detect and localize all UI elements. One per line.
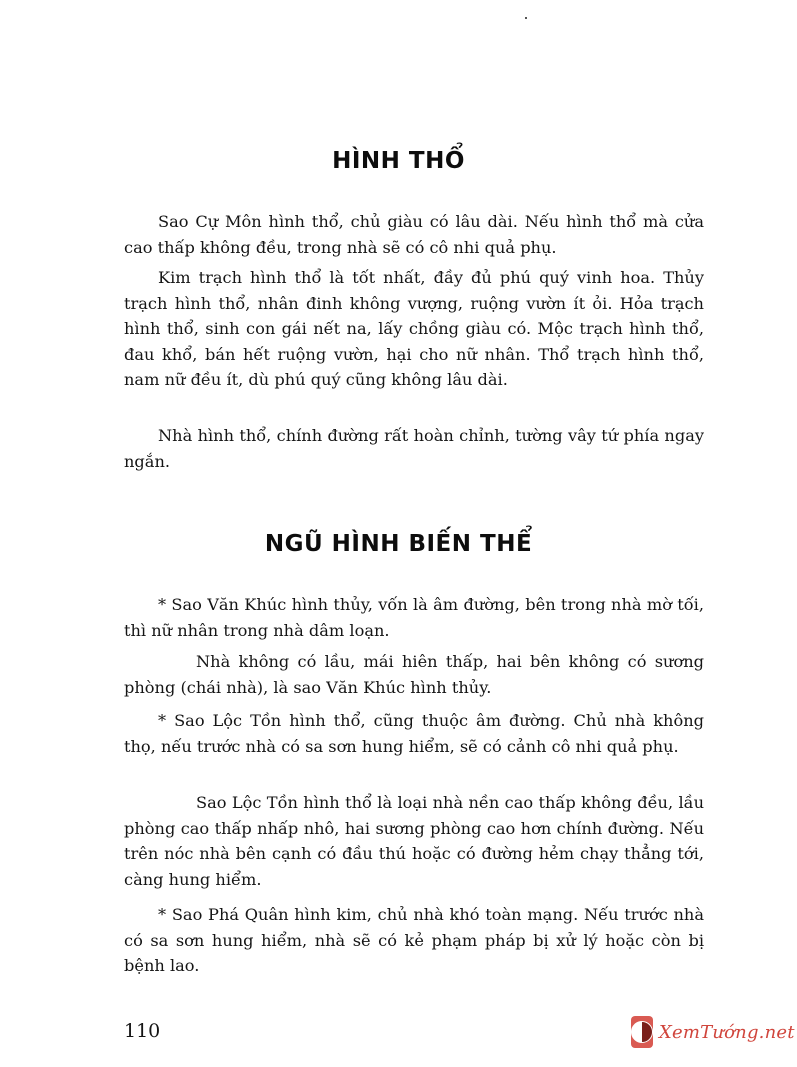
- watermark-text: XemTướng.net: [659, 1021, 795, 1043]
- scan-speck: [525, 17, 527, 19]
- paragraph: * Sao Lộc Tồn hình thổ, cũng thuộc âm đường. Chủ nhà không thọ, nếu trước nhà có sa sơn hung hiểm, sẽ có cảnh cô nhi quả phụ.: [124, 711, 704, 756]
- section-title-ngu-hinh-bien-the: NGŨ HÌNH BIẾN THỂ: [264, 531, 533, 557]
- paragraph: Sao Lộc Tồn hình thổ là loại nhà nền cao thấp không đều, lầu phòng cao thấp nhấp nhô, hai sương phòng cao hơn chính đường. Nếu trên nóc nhà bên cạnh có đầu thú hoặc có đường hẻm chạy thẳng tới, càng hung hiểm.: [124, 793, 704, 889]
- section-title-hinh-tho: HÌNH THỔ: [332, 148, 465, 174]
- watermark: [631, 1014, 795, 1050]
- yin-yang-logo-icon: [631, 1016, 653, 1048]
- paragraph: * Sao Phá Quân hình kim, chủ nhà khó toàn mạng. Nếu trước nhà có sa sơn hung hiểm, nhà sẽ có kẻ phạm pháp bị xử lý hoặc còn bị bệnh lao.: [124, 905, 704, 975]
- paragraph: Kim trạch hình thổ là tốt nhất, đầy đủ phú quý vinh hoa. Thủy trạch hình thổ, nhân đinh không vượng, ruộng vườn ít ỏi. Hỏa trạch hình thổ, sinh con gái nết na, lấy chồng giàu có. Mộc trạch hình thổ, đau khổ, bán hết ruộng vườn, hại cho nữ nhân. Thổ trạch hình thổ, nam nữ đều ít, dù phú quý cũng không lâu dài.: [124, 268, 704, 389]
- page-number: 110: [124, 1020, 161, 1042]
- paragraph: * Sao Văn Khúc hình thủy, vốn là âm đường, bên trong nhà mờ tối, thì nữ nhân trong nhà dâm loạn.: [124, 595, 704, 640]
- paragraph: Nhà không có lầu, mái hiên thấp, hai bên không có sương phòng (chái nhà), là sao Văn Khúc hình thủy.: [124, 652, 704, 697]
- paragraph: Sao Cự Môn hình thổ, chủ giàu có lâu dài. Nếu hình thổ mà cửa cao thấp không đều, trong nhà sẽ có cô nhi quả phụ.: [124, 212, 704, 257]
- paragraph: Nhà hình thổ, chính đường rất hoàn chỉnh, tường vây tứ phía ngay ngắn.: [124, 426, 704, 471]
